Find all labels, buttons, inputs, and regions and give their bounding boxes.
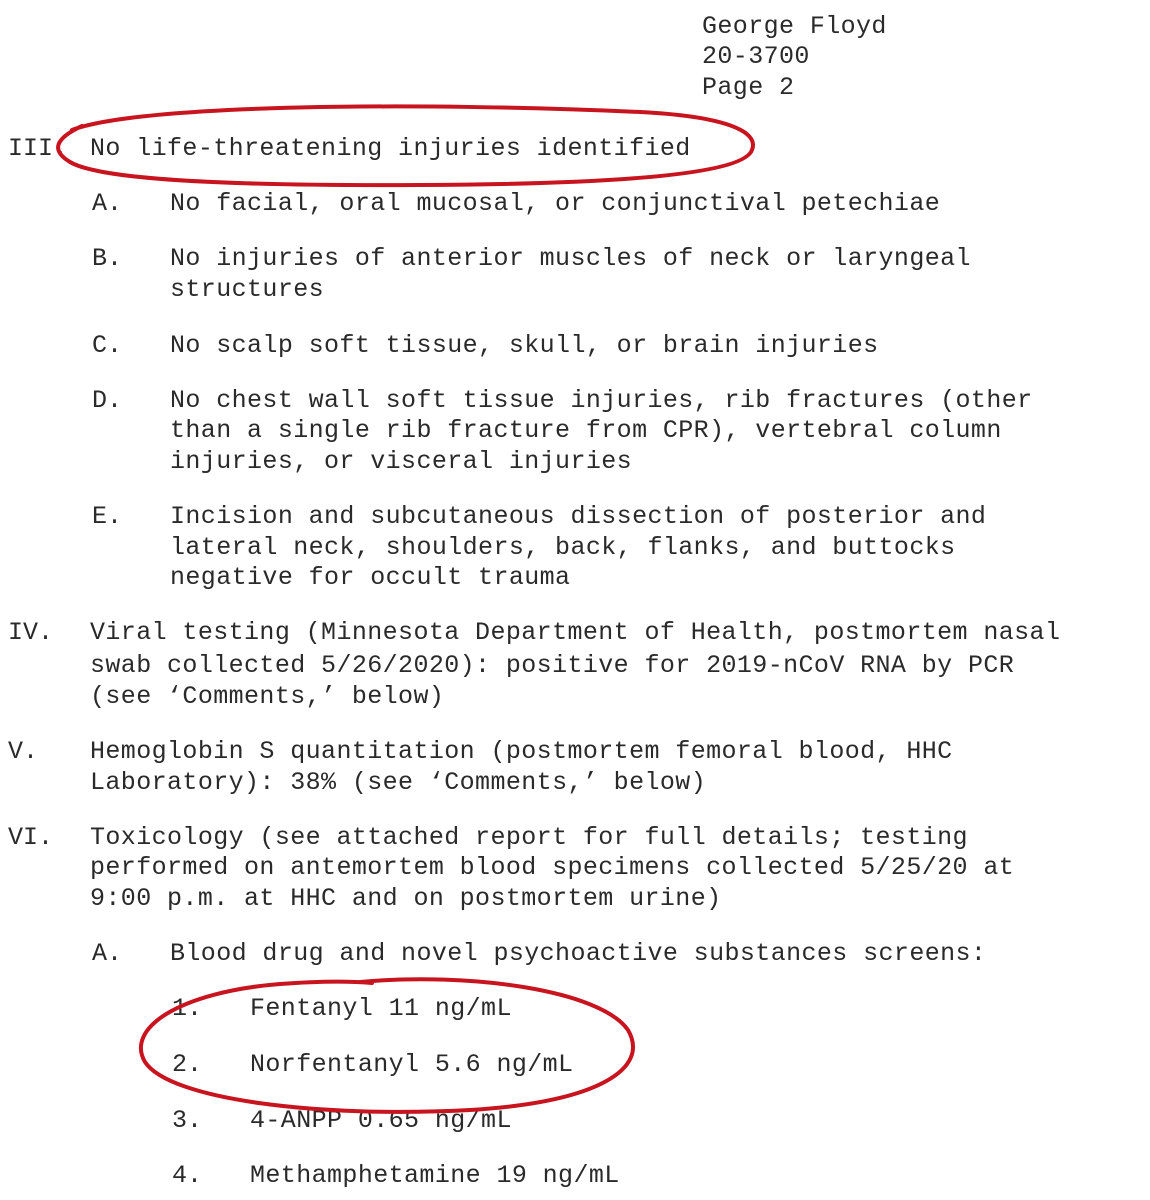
item-iii-c-label: C. [92,331,123,360]
subitem-text: 4-ANPP 0.65 ng/mL [250,1106,512,1135]
item-iii-e-text-line: Incision and subcutaneous dissection of posterior and [170,502,987,531]
item-iii-b-text-line: structures [170,275,325,304]
item-iii-d-text-line: No chest wall soft tissue injuries, rib fractures (other [170,386,1033,415]
subitem-label: 2. [172,1050,203,1079]
item-iii-d-text-line: injuries, or visceral injuries [170,447,633,476]
section-iv-text-line: swab collected 5/26/2020): positive for 2019-nCoV RNA by PCR [90,651,1015,680]
section-iv-text-line: Viral testing (Minnesota Department of Health, postmortem nasal [90,618,1061,647]
header-page-number: Page 2 [702,73,795,102]
subitem-label: 4. [172,1161,203,1190]
item-vi-a-text: Blood drug and novel psychoactive substances screens: [170,939,987,968]
item-iii-e-label: E. [92,502,123,531]
item-iii-b-label: B. [92,244,123,273]
subitem-text: Fentanyl 11 ng/mL [250,994,512,1023]
item-iii-d-label: D. [92,386,123,415]
item-iii-d-text-line: than a single rib fracture from CPR), vertebral column [170,416,1002,445]
section-iv-text-line: (see ‘Comments,’ below) [90,682,445,711]
section-vi-text-line: Toxicology (see attached report for full details; testing [90,823,968,852]
item-iii-b-text-line: No injuries of anterior muscles of neck or laryngeal [170,244,971,273]
subitem-label: 1. [172,994,203,1023]
item-iii-c-text: No scalp soft tissue, skull, or brain injuries [170,331,879,360]
item-iii-a-text: No facial, oral mucosal, or conjunctival petechiae [170,189,941,218]
subitem-text: Methamphetamine 19 ng/mL [250,1161,620,1190]
section-v-text-line: Hemoglobin S quantitation (postmortem femoral blood, HHC [90,737,953,766]
subitem-label: 3. [172,1106,203,1135]
section-iii-numeral: III. [8,134,69,163]
item-iii-a-label: A. [92,189,123,218]
item-iii-e-text-line: lateral neck, shoulders, back, flanks, and buttocks [170,533,956,562]
section-iii-heading: No life-threatening injuries identified [90,134,691,163]
item-iii-e-text-line: negative for occult trauma [170,563,571,592]
section-v-text-line: Laboratory): 38% (see ‘Comments,’ below) [90,768,707,797]
section-vi-text-line: performed on antemortem blood specimens collected 5/25/20 at [90,853,1015,882]
section-vi-text-line: 9:00 p.m. at HHC and on postmortem urine) [90,884,722,913]
section-iv-numeral: IV. [8,618,54,647]
subitem-text: Norfentanyl 5.6 ng/mL [250,1050,574,1079]
section-v-numeral: V. [8,737,39,766]
item-vi-a-label: A. [92,939,123,968]
header-case-number: 20-3700 [702,42,810,71]
section-vi-numeral: VI. [8,823,54,852]
header-name: George Floyd [702,12,887,41]
